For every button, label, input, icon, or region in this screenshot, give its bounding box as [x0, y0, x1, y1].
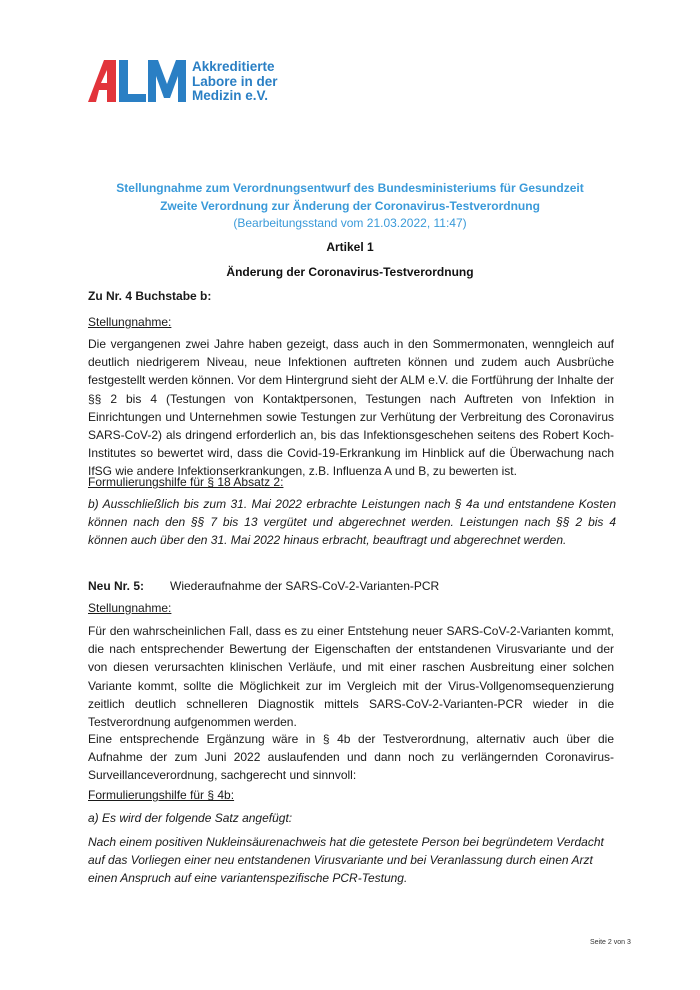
- section1-stellungnahme-label: Stellungnahme:: [88, 315, 172, 329]
- header-date: (Bearbeitungsstand vom 21.03.2022, 11:47): [233, 216, 467, 230]
- logo-line-3: Medizin e.V.: [192, 88, 269, 103]
- alm-logo: [86, 58, 296, 108]
- section2-formulierung-label: Formulierungshilfe für § 4b:: [88, 788, 235, 802]
- article-number: Artikel 1: [326, 240, 374, 254]
- section2-heading-title: Wiederaufnahme der SARS-CoV-2-Varianten-PCR: [170, 579, 440, 593]
- section1-formulierung-text: b) Ausschließlich bis zum 31. Mai 2022 erbrachte Leistungen nach § 4a und entstandene Kosten können nach den §§ 7 bis 13 vergütet und abgerechnet werden. Leistungen nach §§ 2 bis 4 können auch über den 31. Mai 2022 hinaus erbracht, beauftragt und abgerechnet werden.: [88, 497, 616, 548]
- header-title-line1: Stellungnahme zum Verordnungsentwurf des Bundesministeriums für Gesundzeit: [116, 181, 584, 195]
- header-title-line2: Zweite Verordnung zur Änderung der Coronavirus-Testverordnung: [160, 199, 540, 213]
- section1-formulierung-label: Formulierungshilfe für § 18 Absatz 2:: [88, 475, 284, 489]
- section1-paragraph: Die vergangenen zwei Jahre haben gezeigt, dass auch in den Sommermonaten, wenngleich auf deutlich niedrigerem Niveau, neue Infektionen auftreten können und zudem auch Ausbrüche festgestellt werden können. Vor dem Hintergrund sieht der ALM e.V. die Fortführung der Inhalte der §§ 2 bis 4 (Testungen von Kontaktpersonen, Testungen nach Auftreten von Infektion in Einrichtungen und Unternehmen sowie Testungen zur Verhütung der Verbreitung des Coronavirus SARS-CoV-2) als dringend erforderlich an, bis das Infektionsgeschehen seitens des Robert Koch-Institutes so bewertet wird, dass die Covid-19-Erkrankung im Hinblick auf die Überwachung nach IfSG wie andere Infektionserkrankungen, z.B. Influenza A und B, zu bewerten ist.: [88, 337, 614, 479]
- alm-logo-text: [192, 60, 278, 104]
- logo-line-1: Akkreditierte: [192, 59, 275, 74]
- section2-stellungnahme-label: Stellungnahme:: [88, 601, 172, 615]
- section2-formulierung-intro: a) Es wird der folgende Satz angefügt:: [88, 811, 293, 825]
- section2-paragraph2: Eine entsprechende Ergänzung wäre in § 4b der Testverordnung, alternativ auch über die Aufnahme der zum Juni 2022 auslaufenden und dann noch zu verlängernden Coronavirus-Surveillanceverordnung, sachgerecht und sinnvoll:: [88, 732, 614, 783]
- article-title: Änderung der Coronavirus-Testverordnung: [226, 265, 474, 279]
- section1-heading: Zu Nr. 4 Buchstabe b:: [88, 289, 212, 303]
- page-number: Seite 2 von 3: [590, 939, 631, 946]
- section2-formulierung-text: Nach einem positiven Nukleinsäurenachweis hat die getestete Person bei begründetem Verdacht auf das Vorliegen einer neu entstandenen Virusvariante und bei Veranlassung durch einen Arzt einen Anspruch auf eine variantenspezifische PCR-Testung.: [88, 835, 604, 886]
- alm-logo-mark: [86, 58, 190, 104]
- section2-paragraph1: Für den wahrscheinlichen Fall, dass es zu einer Entstehung neuer SARS-CoV-2-Varianten kommt, die nach entsprechender Bewertung der Eigenschaften der entstandenen Virusvariante und der von diesen verursachten klinischen Verläufe, und mit einer raschen Ausbreitung einer solchen Variante kommt, sollte die Möglichkeit zur im Vergleich mit der Virus-Vollgenomsequenzierung zeitlich deutlich schnelleren Diagnostik mittels SARS-CoV-2-Varianten-PCR wieder in die Testverordnung aufgenommen werden.: [88, 624, 614, 730]
- logo-line-2: Labore in der: [192, 73, 278, 89]
- section2-heading: Neu Nr. 5:: [88, 579, 145, 593]
